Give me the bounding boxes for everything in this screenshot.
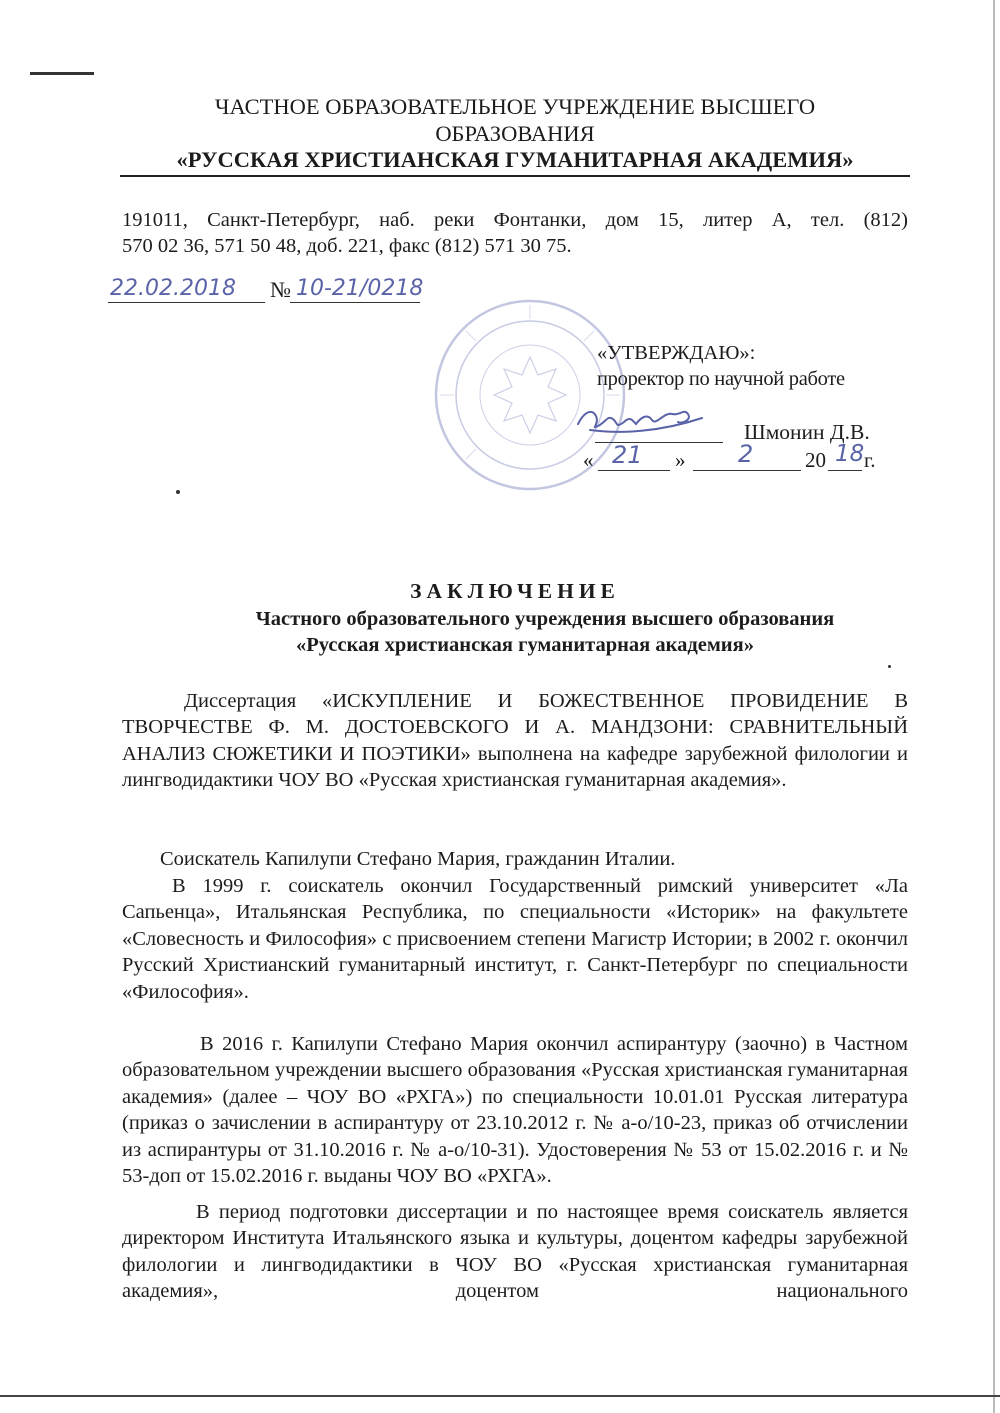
- header-line-1: ЧАСТНОЕ ОБРАЗОВАТЕЛЬНОЕ УЧРЕЖДЕНИЕ ВЫСШЕГО: [214, 94, 816, 119]
- paragraph-text: В 1999 г. соискатель окончил Государственный римский университет «Ла Сапьенца», Итальянская Республика, по специальности «Историк» на факультете «Словесность и Философия» с присвоением степени Магистр Истории; в 2002 г. окончил Русский Христианский гуманитарный институт, г. Санкт-Петербург по специальности «Философия».: [122, 875, 908, 1003]
- registration-number: 10-21/0218: [296, 276, 424, 301]
- paragraph-text: Соискатель Капилупи Стефано Мария, гражданин Италии.: [160, 848, 676, 870]
- paragraph-position: [122, 1199, 908, 1305]
- approval-position: проректор по научной работе: [597, 368, 845, 390]
- signature-icon: [570, 394, 710, 444]
- day-underline: [598, 470, 670, 471]
- address-line-1: 191011, Санкт-Петербург, наб. реки Фонтанки, дом 15, литер А, тел. (812): [122, 209, 908, 231]
- address-line-2: 570 02 36, 571 50 48, доб. 221, факс (812) 571 30 75.: [122, 235, 572, 257]
- date-underline: [108, 302, 265, 303]
- document-subtitle-2: «Русская христианская гуманитарная академия»: [296, 634, 754, 656]
- scan-speck: [176, 490, 180, 494]
- header-line-2: ОБРАЗОВАНИЯ: [435, 121, 595, 146]
- scan-edge: [0, 1395, 1000, 1397]
- year-underline: [828, 470, 862, 471]
- document-title: ЗАКЛЮЧЕНИЕ: [410, 579, 620, 603]
- scan-speck: [888, 665, 891, 668]
- year-unit: г.: [864, 448, 876, 472]
- approval-day: 21: [612, 441, 643, 469]
- number-underline: [290, 302, 420, 303]
- approval-heading: «УТВЕРЖДАЮ»:: [597, 342, 756, 364]
- paragraph-text: В 2016 г. Капилупи Стефано Мария окончил аспирантуру (заочно) в Частном образовательном учреждении высшего образования «Русская христианская гуманитарная академия» (далее – ЧОУ ВО «РХГА») по специальности 10.01.01 Русская литература (приказ о зачислении в аспирантуру от 23.10.2012 г. № а-о/10-23, приказ об отчислении из аспирантуры от 31.10.2016 г. № а-о/10-31). Удостоверения № 53 от 15.02.2016 г. и № 53-доп от 15.02.2016 г. выданы ЧОУ ВО «РХГА».: [122, 1033, 908, 1188]
- scan-edge: [993, 0, 995, 1413]
- number-label: №: [270, 277, 291, 302]
- paragraph-postgraduate: [122, 1031, 908, 1189]
- year-prefix: 20: [805, 448, 826, 472]
- date-close-quote: »: [675, 448, 686, 472]
- approver-name: Шмонин Д.В.: [744, 420, 870, 444]
- approval-month: 2: [738, 440, 754, 468]
- approval-year: 18: [835, 441, 865, 467]
- header-line-3: «РУССКАЯ ХРИСТИАНСКАЯ ГУМАНИТАРНАЯ АКАДЕМИЯ»: [176, 147, 854, 172]
- month-underline: [693, 470, 801, 471]
- paragraph-text: Диссертация «ИСКУПЛЕНИЕ И БОЖЕСТВЕННОЕ ПРОВИДЕНИЕ В ТВОРЧЕСТВЕ Ф. М. ДОСТОЕВСКОГО И А. МАНДЗОНИ: СРАВНИТЕЛЬНЫЙ АНАЛИЗ СЮЖЕТИКИ И ПОЭТИКИ» выполнена на кафедре зарубежной филологии и лингводидактики ЧОУ ВО «Русская христианская гуманитарная академия».: [122, 690, 908, 792]
- scan-mark: [30, 72, 94, 75]
- date-open-quote: «: [583, 448, 594, 472]
- paragraph-education: [122, 873, 908, 1005]
- registration-date: 22.02.2018: [110, 276, 236, 301]
- paragraph-applicant: [122, 846, 908, 872]
- header-divider: [120, 175, 910, 177]
- document-subtitle-1: Частного образовательного учреждения высшего образования: [255, 608, 835, 630]
- paragraph-dissertation: [122, 688, 908, 794]
- paragraph-text: В период подготовки диссертации и по настоящее время соискатель является директором Института Итальянского языка и культуры, доцентом кафедры зарубежной филологии и лингводидактики в ЧОУ ВО «Русская христианская гуманитарная академия», доцентом национального: [122, 1201, 908, 1303]
